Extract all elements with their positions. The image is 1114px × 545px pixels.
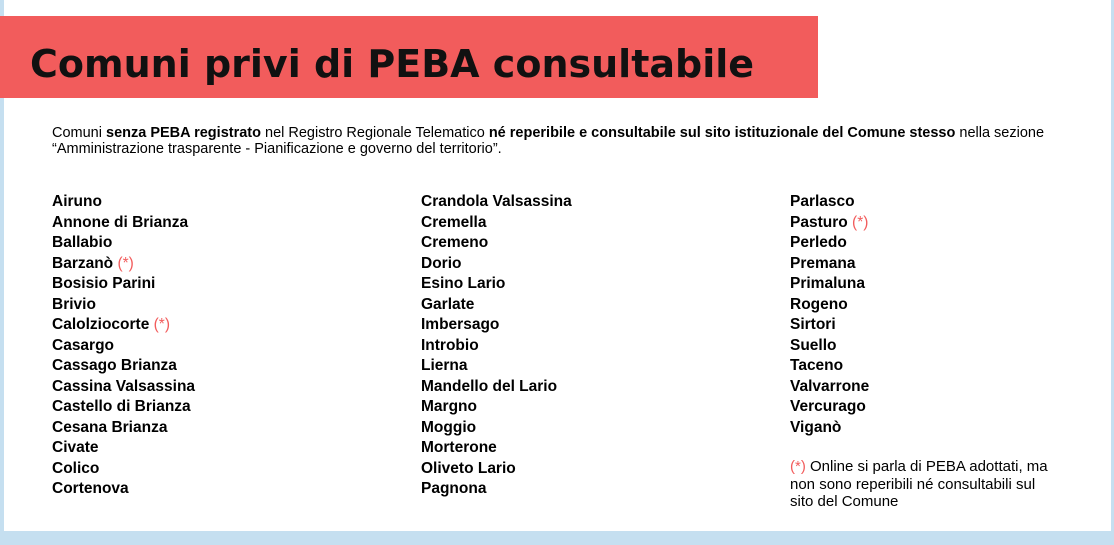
municipality-name: Civate — [52, 439, 99, 456]
municipality-item — [790, 233, 869, 254]
municipality-name: Cassina Valsassina — [52, 377, 196, 395]
municipality-name: Introbio — [421, 336, 479, 354]
municipality-item — [421, 418, 572, 439]
municipality-name: Cassago Brianza — [52, 357, 177, 374]
municipality-item — [52, 213, 195, 234]
municipality-name: Suello — [790, 336, 837, 354]
asterisk-marker: (*) — [852, 213, 869, 231]
municipality-name: Cortenova — [52, 480, 129, 497]
municipality-item — [790, 254, 869, 275]
municipality-name: Premana — [790, 254, 856, 272]
municipality-item — [421, 397, 572, 418]
municipality-item — [421, 233, 572, 254]
municipality-item — [790, 315, 869, 336]
municipality-name: Cesana Brianza — [52, 418, 168, 436]
municipality-name: Pasturo — [790, 213, 848, 231]
footnote-text: Online si parla di PEBA adottati, ma non sono reperibili né consultabili sul sito del Comune — [790, 458, 1048, 510]
municipality-name: Bosisio Parini — [52, 275, 156, 292]
footnote-marker: (*) — [790, 458, 806, 475]
municipality-item — [421, 459, 572, 480]
municipality-item — [421, 377, 572, 398]
municipality-item — [52, 356, 195, 377]
page-title: Comuni privi di PEBA consultabile — [30, 42, 755, 86]
footnote — [790, 458, 1050, 511]
asterisk-marker: (*) — [153, 316, 170, 333]
municipality-name: Dorio — [421, 254, 462, 272]
municipality-item — [421, 438, 572, 459]
municipality-name: Cremella — [421, 213, 487, 231]
municipality-name: Moggio — [421, 418, 477, 436]
intro-bold-1: senza PEBA registrato — [106, 125, 261, 141]
municipality-item — [52, 377, 195, 398]
municipality-item — [52, 418, 195, 439]
municipality-column-3 — [790, 192, 869, 438]
municipality-item — [52, 479, 195, 500]
municipality-name: Lierna — [421, 357, 468, 374]
municipality-item — [790, 377, 869, 398]
intro-bold-2: né reperibile e consultabile sul sito istituzionale del Comune stesso — [488, 125, 956, 141]
municipality-name: Parlasco — [790, 193, 855, 210]
municipality-name: Annone di Brianza — [52, 213, 189, 231]
municipality-name: Calolziocorte — [52, 316, 150, 333]
municipality-item — [52, 254, 195, 275]
municipality-item — [790, 274, 869, 295]
municipality-item — [421, 315, 572, 336]
municipality-column-2 — [421, 192, 572, 500]
title-banner — [0, 16, 818, 98]
municipality-name: Cremeno — [421, 234, 489, 251]
municipality-item — [790, 418, 869, 439]
municipality-item — [421, 356, 572, 377]
municipality-name: Vercurago — [790, 398, 866, 415]
municipality-name: Primaluna — [790, 275, 865, 292]
municipality-name: Barzanò — [52, 254, 114, 272]
municipality-name: Ballabio — [52, 234, 113, 251]
municipality-item — [52, 397, 195, 418]
municipality-item — [421, 274, 572, 295]
municipality-name: Viganò — [790, 418, 842, 436]
municipality-name: Rogeno — [790, 295, 848, 313]
municipality-item — [790, 213, 869, 234]
municipality-item — [790, 192, 869, 213]
municipality-item — [790, 295, 869, 316]
municipality-name: Perledo — [790, 234, 847, 251]
intro-text-3: nella sezione “Amministrazione trasparente - Pianificazione e governo del territorio”. — [52, 125, 1045, 157]
municipality-name: Brivio — [52, 295, 96, 313]
municipality-item — [52, 438, 195, 459]
municipality-item — [421, 213, 572, 234]
municipality-name: Esino Lario — [421, 275, 506, 292]
municipality-name: Taceno — [790, 357, 844, 374]
municipality-name: Airuno — [52, 193, 102, 210]
municipality-item — [790, 336, 869, 357]
municipality-item — [52, 459, 195, 480]
municipality-item — [421, 254, 572, 275]
municipality-name: Oliveto Lario — [421, 459, 516, 477]
municipality-name: Garlate — [421, 295, 475, 313]
municipality-item — [52, 233, 195, 254]
municipality-name: Casargo — [52, 336, 115, 354]
municipality-name: Castello di Brianza — [52, 398, 191, 415]
municipality-item — [421, 479, 572, 500]
municipality-item — [52, 295, 195, 316]
municipality-item — [52, 336, 195, 357]
municipality-item — [421, 295, 572, 316]
municipality-item — [52, 274, 195, 295]
intro-text-1: Comuni — [52, 125, 106, 141]
municipality-item — [52, 192, 195, 213]
municipality-name: Colico — [52, 459, 100, 477]
municipality-name: Morterone — [421, 439, 497, 456]
municipality-item — [421, 192, 572, 213]
municipality-name: Imbersago — [421, 316, 500, 333]
municipality-name: Crandola Valsassina — [421, 193, 572, 210]
municipality-name: Margno — [421, 398, 477, 415]
municipality-item — [421, 336, 572, 357]
municipality-name: Valvarrone — [790, 377, 870, 395]
municipality-column-1 — [52, 192, 195, 500]
intro-paragraph — [52, 125, 1072, 157]
asterisk-marker: (*) — [117, 254, 134, 272]
municipality-item — [790, 356, 869, 377]
municipality-name: Pagnona — [421, 480, 487, 497]
intro-text-2: nel Registro Regionale Telematico — [260, 125, 489, 141]
municipality-name: Mandello del Lario — [421, 377, 558, 395]
municipality-item — [790, 397, 869, 418]
frame-bottom-border — [0, 531, 1114, 545]
municipality-name: Sirtori — [790, 316, 836, 333]
municipality-item — [52, 315, 195, 336]
